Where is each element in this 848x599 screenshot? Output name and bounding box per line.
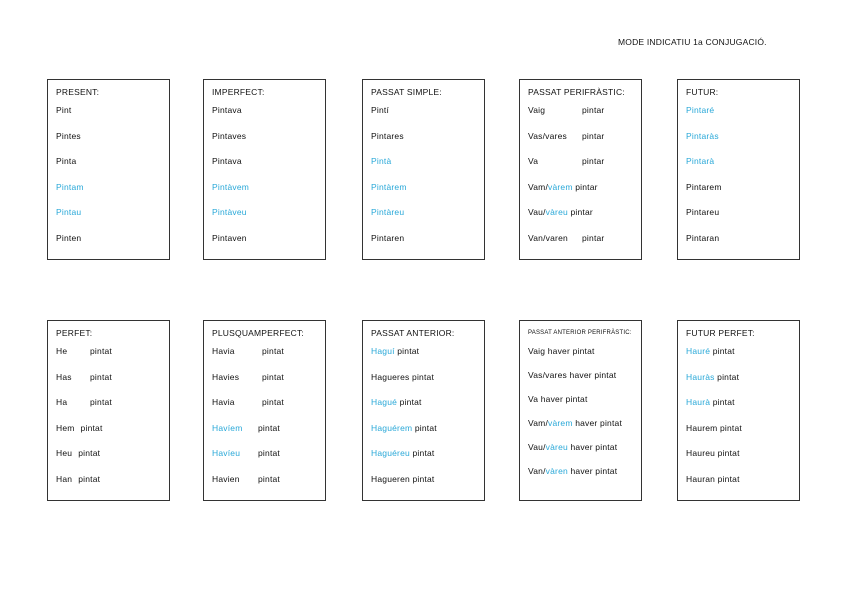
conjugation-list [371, 339, 484, 493]
conjugation-form [371, 226, 484, 252]
conjugation-form [212, 124, 325, 150]
form-text: Has [56, 371, 72, 382]
conjugation-list [212, 339, 325, 493]
conjugation-form [212, 467, 325, 493]
conjugation-form [56, 124, 169, 150]
form-text: pintar [582, 130, 605, 141]
conjugation-form [371, 365, 484, 391]
highlighted-ending: Pintà [371, 156, 392, 167]
highlighted-ending: vàreu [545, 442, 568, 452]
tense-title: PRESENT: [56, 87, 100, 97]
form-text: Va [528, 156, 539, 167]
conjugation-form [686, 467, 799, 493]
form-text: pintat [397, 397, 422, 408]
highlighted-ending: Havíeu [212, 448, 241, 459]
form-text: pintar [572, 181, 598, 192]
conjugation-form [528, 200, 641, 226]
conjugation-form [56, 467, 169, 493]
conjugation-form [212, 175, 325, 201]
form-text: pintat [90, 397, 112, 408]
highlighted-ending: Pintàvem [212, 181, 250, 192]
conjugation-form [371, 98, 484, 124]
highlighted-ending: Hagué [371, 397, 398, 408]
form-text: pintat [394, 346, 420, 356]
form-text: pintar [582, 156, 605, 167]
form-text: Pintí [371, 105, 390, 115]
conjugation-form [212, 416, 325, 442]
form-text: Han [56, 473, 73, 484]
conjugation-form [56, 98, 169, 124]
tense-title: PASSAT ANTERIOR: [371, 328, 455, 338]
conjugation-form [686, 365, 799, 391]
conjugation-form [686, 149, 799, 175]
conjugation-form [686, 416, 799, 442]
conjugation-list [686, 98, 799, 252]
form-text: Hauran pintat [686, 473, 740, 484]
form-text: pintat [90, 346, 112, 356]
conjugation-form [212, 149, 325, 175]
tense-box [519, 320, 642, 501]
tense-title: PASSAT PERIFRÀSTIC: [528, 87, 625, 97]
conjugation-form [212, 98, 325, 124]
highlighted-ending: Hauré [686, 346, 711, 356]
tense-box [203, 79, 326, 260]
conjugation-form [212, 390, 325, 416]
form-text: pintar [567, 207, 593, 218]
form-text: Ha [56, 397, 68, 408]
conjugation-form [212, 200, 325, 226]
conjugation-form [686, 339, 799, 365]
highlighted-ending: Pintaràs [686, 130, 719, 141]
form-text: pintat [262, 346, 284, 356]
highlighted-ending: Hauràs [686, 371, 715, 382]
conjugation-form [528, 98, 641, 124]
form-text: Van/ [528, 466, 546, 476]
conjugation-form [56, 149, 169, 175]
tense-box [677, 79, 800, 260]
conjugation-form [528, 149, 641, 175]
conjugation-form [371, 149, 484, 175]
form-text: Havien [212, 473, 240, 484]
conjugation-list [212, 98, 325, 252]
conjugation-list [56, 98, 169, 252]
conjugation-form [56, 339, 169, 365]
form-text: haver pintat [567, 466, 618, 476]
form-text: Vau/ [528, 442, 546, 452]
form-text: pintat [412, 422, 437, 433]
conjugation-form [56, 416, 169, 442]
form-text: Pintaves [212, 130, 247, 141]
conjugation-form [56, 175, 169, 201]
tense-title: PLUSQUAMPERFECT: [212, 328, 304, 338]
highlighted-ending: Haurà [686, 397, 711, 408]
form-text: Pintaren [371, 232, 405, 243]
conjugation-form [56, 200, 169, 226]
conjugation-form [212, 339, 325, 365]
form-text: Van/varen [528, 232, 568, 243]
form-text: pintat [710, 346, 735, 356]
conjugation-list [528, 98, 641, 252]
form-text: pintat [262, 397, 284, 408]
form-text: haver pintat [572, 418, 623, 428]
form-text: Vaig [528, 105, 546, 115]
conjugation-form [686, 200, 799, 226]
form-text: pintat [258, 448, 280, 459]
form-text: pintat [409, 448, 435, 459]
form-text: Hagueren pintat [371, 473, 435, 484]
form-text: Pinten [56, 232, 82, 243]
tense-title: PASSAT SIMPLE: [371, 87, 442, 97]
form-text: Havia [212, 346, 235, 356]
highlighted-ending: Pintàrem [371, 181, 407, 192]
conjugation-form [686, 390, 799, 416]
form-text: Pintes [56, 130, 81, 141]
tense-box [47, 79, 170, 260]
form-text: pintat [258, 422, 280, 433]
conjugation-form [371, 441, 484, 467]
conjugation-form [528, 339, 641, 363]
highlighted-ending: Pintaré [686, 105, 715, 115]
form-text: pintat [80, 422, 103, 433]
conjugation-form [528, 459, 641, 483]
form-text: Pintaran [686, 232, 720, 243]
tense-title: PERFET: [56, 328, 93, 338]
conjugation-form [371, 467, 484, 493]
conjugation-list [371, 98, 484, 252]
highlighted-ending: vàren [545, 466, 568, 476]
form-text: pintar [582, 232, 605, 243]
highlighted-ending: Pintarà [686, 156, 715, 167]
form-text: pintat [258, 473, 280, 484]
form-text: Havia [212, 397, 235, 408]
tense-box [203, 320, 326, 501]
page-title: MODE INDICATIU 1a CONJUGACIÓ. [618, 37, 767, 47]
form-text: Pintava [212, 105, 242, 115]
form-text: Vaig haver pintat [528, 346, 595, 356]
form-text: Pintaven [212, 232, 247, 243]
conjugation-form [371, 175, 484, 201]
tense-title: FUTUR PERFET: [686, 328, 755, 338]
highlighted-ending: vàrem [548, 181, 573, 192]
form-text: Haurem pintat [686, 422, 742, 433]
form-text: Hem [56, 422, 75, 433]
tense-title: FUTUR: [686, 87, 719, 97]
highlighted-ending: vàrem [548, 418, 573, 428]
conjugation-form [371, 416, 484, 442]
form-text: haver pintat [567, 442, 618, 452]
form-text: Pint [56, 105, 72, 115]
highlighted-ending: Pintàveu [212, 207, 247, 218]
conjugation-form [528, 363, 641, 387]
form-text: pintat [90, 371, 112, 382]
form-text: Pintava [212, 156, 242, 167]
tense-box [362, 79, 485, 260]
conjugation-form [371, 390, 484, 416]
form-text: Vam/ [528, 181, 549, 192]
form-text: pintar [582, 105, 605, 115]
conjugation-form [686, 124, 799, 150]
form-text: Vam/ [528, 418, 549, 428]
form-text: Pintareu [686, 207, 720, 218]
highlighted-ending: Pintam [56, 181, 84, 192]
form-text: pintat [710, 397, 735, 408]
conjugation-form [528, 435, 641, 459]
form-text: Vas/vares [528, 130, 567, 141]
highlighted-ending: Haguéreu [371, 448, 410, 459]
conjugation-form [56, 441, 169, 467]
tense-title: IMPERFECT: [212, 87, 265, 97]
form-text: Pintares [371, 130, 404, 141]
conjugation-form [371, 124, 484, 150]
conjugation-form [686, 175, 799, 201]
conjugation-form [686, 98, 799, 124]
conjugation-form [528, 124, 641, 150]
conjugation-form [686, 441, 799, 467]
conjugation-list [56, 339, 169, 493]
form-text: He [56, 346, 68, 356]
form-text: Vas/vares haver pintat [528, 370, 617, 380]
conjugation-form [371, 339, 484, 365]
conjugation-form [371, 200, 484, 226]
conjugation-form [528, 226, 641, 252]
highlighted-ending: Pintàreu [371, 207, 405, 218]
conjugation-form [56, 390, 169, 416]
tense-box [519, 79, 642, 260]
conjugation-form [212, 441, 325, 467]
form-text: Pintarem [686, 181, 722, 192]
form-text: Haureu pintat [686, 448, 740, 459]
tense-box [47, 320, 170, 501]
form-text: Va haver pintat [528, 394, 588, 404]
conjugation-list [528, 339, 641, 483]
tense-box [677, 320, 800, 501]
form-text: Heu [56, 448, 73, 459]
highlighted-ending: Pintau [56, 207, 82, 218]
highlighted-ending: Havíem [212, 422, 243, 433]
highlighted-ending: vàreu [545, 207, 568, 218]
conjugation-form [528, 411, 641, 435]
conjugation-form [212, 226, 325, 252]
conjugation-list [686, 339, 799, 493]
form-text: pintat [714, 371, 740, 382]
conjugation-form [528, 175, 641, 201]
tense-title: PASSAT ANTERIOR PERIFRÀSTIC: [528, 330, 632, 336]
highlighted-ending: Haguérem [371, 422, 413, 433]
conjugation-form [56, 365, 169, 391]
conjugation-form [528, 387, 641, 411]
conjugation-form [56, 226, 169, 252]
form-text: Hagueres pintat [371, 371, 435, 382]
form-text: Pinta [56, 156, 77, 167]
highlighted-ending: Haguí [371, 346, 395, 356]
form-text: pintat [78, 473, 101, 484]
conjugation-form [212, 365, 325, 391]
conjugation-form [686, 226, 799, 252]
form-text: Havies [212, 371, 240, 382]
form-text: pintat [262, 371, 284, 382]
tense-box [362, 320, 485, 501]
form-text: Vau/ [528, 207, 546, 218]
form-text: pintat [78, 448, 101, 459]
